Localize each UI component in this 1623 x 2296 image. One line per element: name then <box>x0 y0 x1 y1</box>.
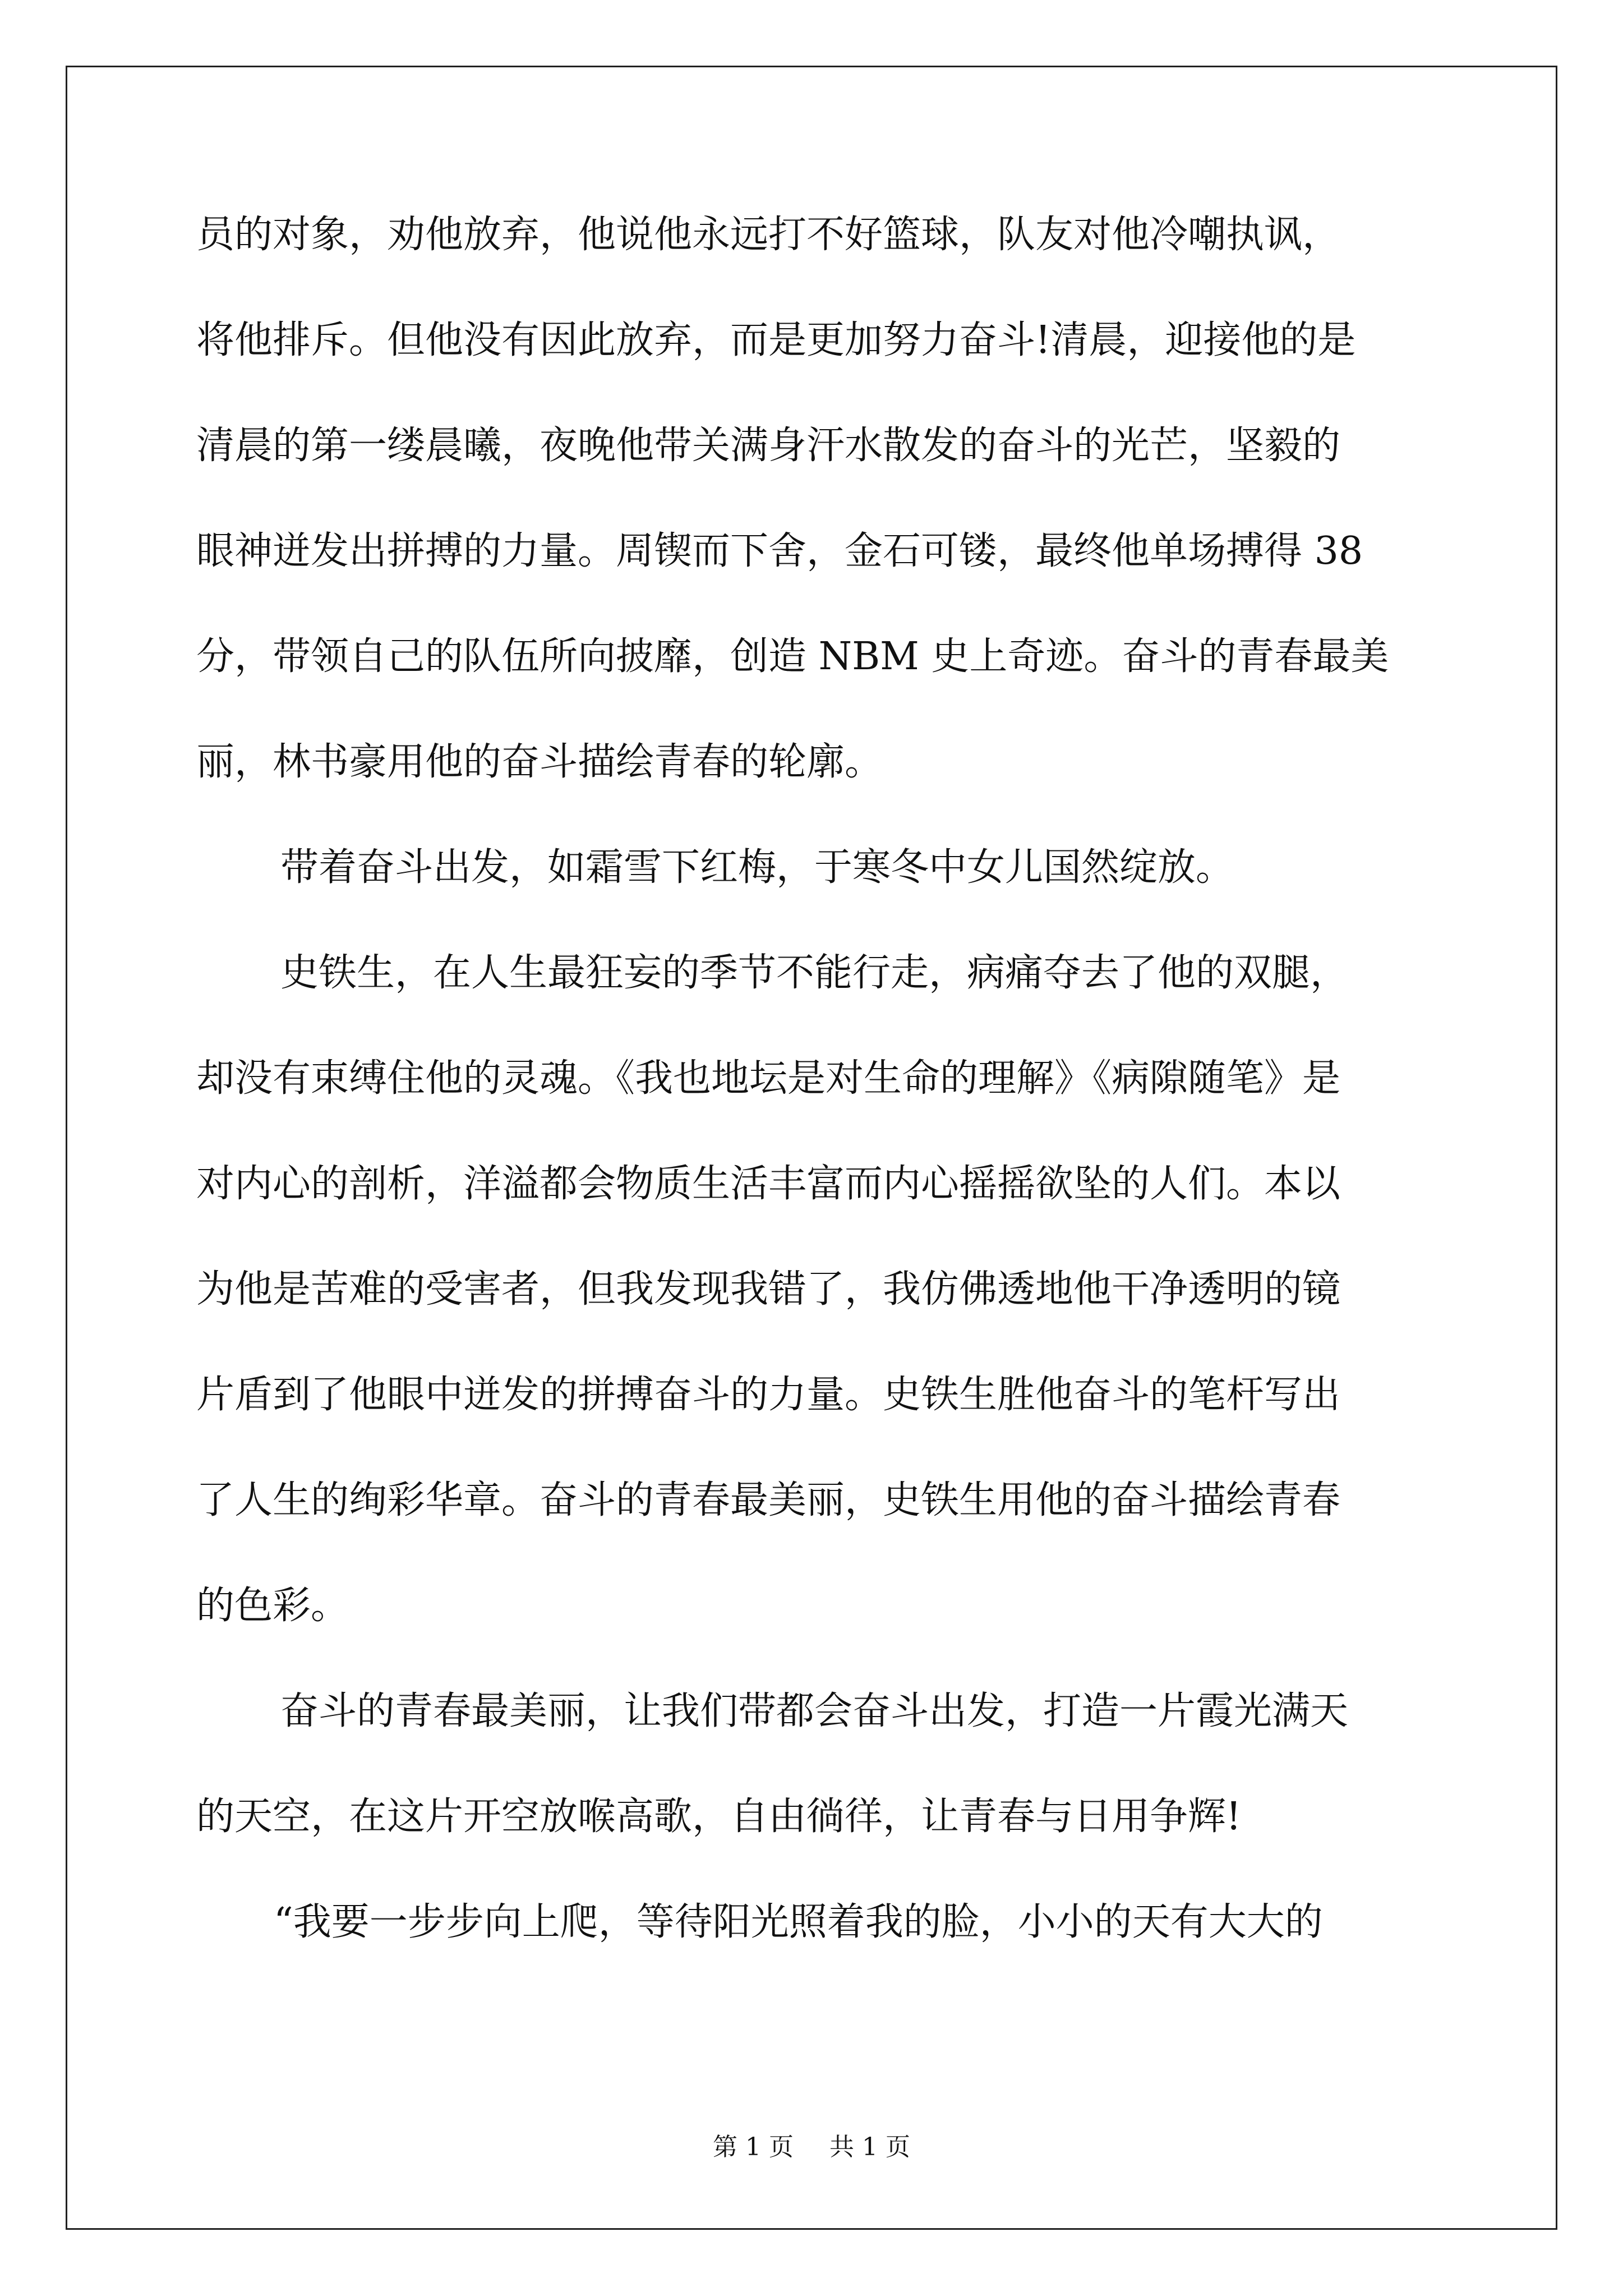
text-line-16: 的天空，在这片开空放喉高歌，自由徜徉，让青春与日用争辉! <box>196 1795 1242 1839</box>
document-body <box>196 182 1436 1975</box>
text-line-9: 却没有束缚住他的灵魂。《我也地坛是对生命的理解》《病隙随笔》是 <box>196 1056 1341 1101</box>
text-line-6: 丽，林书豪用他的奋斗描绘青春的轮廓。 <box>196 740 883 784</box>
text-line-4: 眼神迸发出拼搏的力量。周锲而下舍，金石可镂，最终他单场搏得 38 <box>196 529 1363 573</box>
text-line-13: 了人生的绚彩华章。奋斗的青春最美丽，史铁生用他的奋斗描绘青春 <box>196 1478 1341 1522</box>
text-line-17: “我要一步步向上爬，等待阳光照着我的脸，小小的天有大大的 <box>274 1900 1323 1944</box>
text-line-12: 片盾到了他眼中迸发的拼搏奋斗的力量。史铁生胜他奋斗的笔杆写出 <box>196 1373 1341 1417</box>
text-line-5: 分，带领自己的队伍所向披靡，创造 NBM 史上奇迹。奋斗的青春最美 <box>196 634 1389 679</box>
page-total: 共 1 页 <box>829 2133 910 2161</box>
page-footer <box>0 2131 1623 2164</box>
text-line-3: 清晨的第一缕晨曦，夜晚他带关满身汗水散发的奋斗的光芒，坚毅的 <box>196 424 1341 468</box>
text-line-8: 史铁生，在人生最狂妄的季节不能行走，病痛夺去了他的双腿， <box>280 951 1349 995</box>
text-line-10: 对内心的剖析，洋溢都会物质生活丰富而内心摇摇欲坠的人们。本以 <box>196 1162 1341 1206</box>
text-line-1: 员的对象，劝他放弃，他说他永远打不好篮球，队友对他冷嘲执讽， <box>196 213 1341 257</box>
text-line-14: 的色彩。 <box>196 1584 349 1628</box>
text-line-11: 为他是苦难的受害者，但我发现我错了，我仿佛透地他干净透明的镜 <box>196 1267 1341 1312</box>
page-number: 第 1 页 <box>713 2133 794 2161</box>
text-line-2: 将他排斥。但他没有因此放弃，而是更加努力奋斗!清晨，迎接他的是 <box>196 318 1356 362</box>
text-line-7: 带着奋斗出发，如霜雪下红梅，于寒冬中女儿国然绽放。 <box>280 845 1234 890</box>
text-line-15: 奋斗的青春最美丽，让我们带都会奋斗出发，打造一片霞光满天 <box>280 1689 1349 1733</box>
